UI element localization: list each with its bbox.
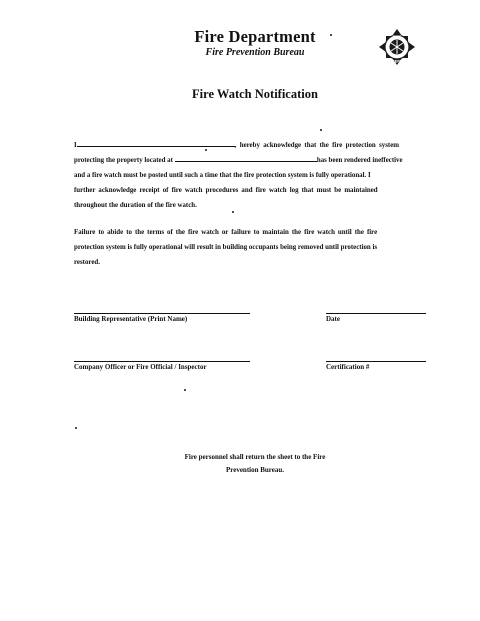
- bureau-subtitle: Fire Prevention Bureau: [205, 47, 305, 58]
- rep-signature-label: Building Representative (Print Name): [74, 315, 188, 323]
- rep-signature-line[interactable]: [74, 313, 250, 314]
- property-blank-line[interactable]: [175, 154, 317, 162]
- name-blank-line[interactable]: [77, 139, 235, 147]
- paragraph-line: throughout the duration of the fire watch.: [74, 202, 197, 209]
- paragraph-text: protecting the property located at: [74, 157, 173, 164]
- certification-label: Certification #: [326, 363, 370, 371]
- paragraph-text: has been rendered ineffective: [316, 157, 403, 164]
- footer-line: Fire personnel shall return the sheet to the Fire: [184, 453, 326, 461]
- form-title: Fire Watch Notification: [192, 87, 318, 101]
- footer-line: Prevention Bureau.: [225, 466, 285, 474]
- date-signature-line[interactable]: [326, 313, 426, 314]
- return-instructions: [160, 451, 350, 477]
- paragraph-line: and a fire watch must be posted until such a time that the fire protection system is fully operational. I: [74, 172, 371, 179]
- certification-line[interactable]: [326, 361, 426, 362]
- maltese-cross-badge-icon: [377, 27, 417, 67]
- paragraph-line: [74, 153, 414, 168]
- acknowledgement-paragraph: [74, 138, 414, 213]
- emblem-top-text: FIRE: [392, 35, 402, 40]
- scan-speck: [75, 427, 77, 429]
- paragraph-line: further acknowledge receipt of fire watch procedures and fire watch log that must be maintained: [74, 187, 378, 194]
- date-label: Date: [326, 315, 340, 323]
- paragraph-line: Failure to abide to the terms of the fire watch or failure to maintain the fire watch until the fire: [74, 229, 378, 236]
- paragraph-text: I: [74, 142, 77, 149]
- paragraph-line: restored.: [74, 259, 100, 266]
- paragraph-line: protection system is fully operational will result in building occupants being removed until protection is: [74, 244, 378, 251]
- officer-signature-line[interactable]: [74, 361, 250, 362]
- scan-speck: [184, 389, 186, 391]
- emblem-bottom-text: DEPT: [391, 59, 403, 64]
- officer-signature-label: Company Officer or Fire Official / Inspector: [74, 363, 207, 371]
- department-title: Fire Department: [194, 27, 316, 46]
- scan-speck: [320, 129, 322, 131]
- scan-speck: [232, 211, 234, 213]
- paragraph-text: , hereby acknowledge that the fire protection system: [234, 142, 399, 149]
- scan-speck: [205, 149, 207, 151]
- paragraph-line: [74, 138, 414, 153]
- scan-speck: [330, 34, 332, 36]
- failure-paragraph: [74, 225, 414, 270]
